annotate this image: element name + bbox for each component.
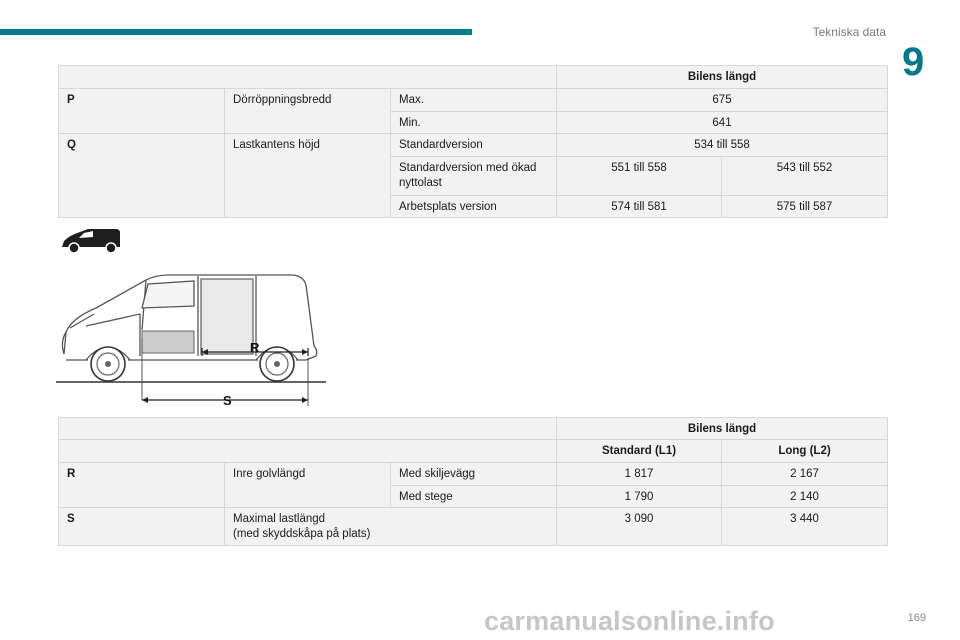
table-header-row: [59, 418, 888, 440]
row-sub: Min.: [391, 112, 557, 134]
cell-value: 641: [557, 112, 888, 134]
cell-value: 675: [557, 89, 888, 112]
cell-value-l1: 1 817: [557, 463, 722, 486]
cell-value-l1: 574 till 581: [557, 196, 722, 218]
row-code: Q: [59, 134, 225, 218]
cell-value-l1: 3 090: [557, 508, 722, 546]
row-sub: Standardversion: [391, 134, 557, 157]
cell-value-l1: 551 till 558: [557, 157, 722, 196]
cell-value-l2: 543 till 552: [722, 157, 888, 196]
table-header-row: [59, 66, 888, 89]
row-code: P: [59, 89, 225, 134]
dimension-label-s: S: [223, 393, 232, 408]
cell-value-l2: 575 till 587: [722, 196, 888, 218]
row-code: S: [59, 508, 225, 546]
load-length-table: [58, 417, 888, 546]
column-header: Bilens längd: [557, 418, 888, 440]
row-sub: Med skiljevägg: [391, 463, 557, 486]
row-sub: Med stege: [391, 486, 557, 508]
table-row: [59, 134, 888, 157]
dimension-label-r: R: [250, 340, 260, 355]
van-icon: [60, 225, 122, 257]
cell-value-l2: 2 167: [722, 463, 888, 486]
cell-value-l2: 2 140: [722, 486, 888, 508]
row-label-line1: Maximal lastlängd: [233, 513, 326, 525]
cell-value-l1: 1 790: [557, 486, 722, 508]
column-header-l2: Long (L2): [722, 440, 888, 463]
table-row: [59, 463, 888, 486]
table-row: [59, 89, 888, 112]
section-title: Tekniska data: [812, 25, 886, 39]
row-label: Lastkantens höjd: [225, 134, 391, 218]
table-header-row: [59, 440, 888, 463]
cell-value: 534 till 558: [557, 134, 888, 157]
cell-value-l2: 3 440: [722, 508, 888, 546]
header-accent-bar: [0, 29, 472, 35]
row-code: R: [59, 463, 225, 508]
row-label-line2: (med skyddskåpa på plats): [233, 528, 371, 540]
chapter-number: 9: [902, 40, 925, 84]
row-label: [225, 508, 557, 546]
van-side-diagram: [56, 268, 326, 410]
row-label: Inre golvlängd: [225, 463, 391, 508]
page-number: 169: [907, 612, 926, 624]
row-sub: Max.: [391, 89, 557, 112]
watermark: carmanualsonline.info: [484, 606, 775, 636]
door-dimensions-table: [58, 65, 888, 218]
row-sub: Standardversion med ökad nyttolast: [391, 157, 557, 196]
column-header: Bilens längd: [557, 66, 888, 89]
column-header-l1: Standard (L1): [557, 440, 722, 463]
row-sub: Arbetsplats version: [391, 196, 557, 218]
table-row: [59, 508, 888, 546]
row-label: Dörröppningsbredd: [225, 89, 391, 134]
